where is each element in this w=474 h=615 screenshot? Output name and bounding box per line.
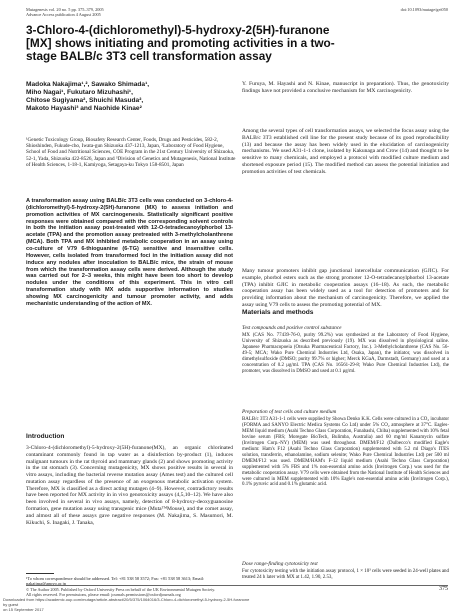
affiliation-text: ¹Genetic Toxicology Group, Biosafety Research Center, Foods, Drugs and Pesticides, 582-2, Shioshinden, Fukude-cho, Iwata-gun Shizuoka 437-1213, Japan, ²Laboratory of Food Hygiene, School of Food and Nutritional Sciences, COE Program in the 21st Century University of Shizuoka, 52-1, Yada, Shizuoka 422-8526, Japan and ³Division of Genetics and Mutagenesis, National Institute of Health Sciences, 1-18-1, Kamiyoga, Setagaya-ku Tokyo 158-8501, Japan: [26, 137, 236, 168]
author-line: Madoka Nakajima¹,², Sawako Shimada¹,: [26, 81, 150, 88]
abstract: A transformation assay using BALB/c 3T3 cells was conducted on 3-chloro-4-(dichloromethyl)-5-hydroxy-2(5H)-furanone (MX) to assess initiation and promotion activities of MX carcinogenesis. Statistically significant positive responses were obtained compared with the corresponding solvent controls in both the initiation assay post-treated with 12-O-tetradecanoylphorbol 13-acetate (TPA) and the promotion assay pretreated with 3-methylcholanthrene (MCA). Both TPA and MX inhibited metabolic cooperation in an assay using co-culture of V79 6-thioguanine (6-TG) sensitive and insensitive cells. However, cells isolated from transformed foci in the initiation assay did not induce any nodules after inoculation to BALB/c mice, the strain of mouse from which the transformation assay cells were derived. Although the study was carried out for 2–3 weeks, this might have been too short to develop nodules under the conditions of this experiment. This in vitro cell transformation study with MX adds supportive information to studies showing MX carcinogenicity and tumour promoter activity, and adds mechanistic understanding of the action of MX.: [26, 198, 233, 307]
affiliations: [26, 137, 236, 169]
journal-line: Mutagenesis vol. 20 no. 5 pp. 375–379, 2005: [26, 7, 104, 12]
advance-access-line: Advance Access publication 4 August 2005: [26, 12, 101, 18]
right-paragraph-1: Y. Furuya, M. Hayashi and N. Kinae, manuscript in preparation). Thus, the genotoxicity findings have not provided a conclusive mechanism for MX carcinogenicity.: [242, 81, 449, 94]
cytotoxicity-text: For cytotoxicity testing with the initiation assay protocol, 1 × 10³ cells were seeded in 24-well plates and treated 24 h later with MX at 1.42, 1.90, 2.53,: [242, 569, 449, 580]
watermark-line: on 15 September 2017: [3, 606, 44, 612]
permissions-line: All rights reserved. For permissions, please email: journals.permissions@oxfordjournals.org: [26, 592, 181, 598]
test-compounds-text: MX (CAS No. 77439-76-0, purity 99.2%) was synthesized at the Laboratory of Food Hygiene, University of Shizuoka as described previously (19). MX was dissolved in physiological saline. Japanese Pharmacopoeia (Otsuka Pharmaceutical Factory, Inc.). 3-Methylcholanthrene (CAS No. 56-49-5; MCA; Wako Pure Chemical Industries Ltd, Osaka, Japan), the initiator, was dissolved in dimethylsulfoxide (DMSO; purity 99.7% or higher; Merck KGaA, Darmstadt, Germany) and used at a concentration of 0.2 μg/ml. TPA (CAS No. 16561-29-8; Wako Pure Chemical Industries Ltd), the promoter, was dissolved in DMSO and used at 0.1 μg/ml.: [242, 333, 449, 374]
materials-methods-heading: Materials and methods: [242, 309, 314, 316]
footnote-rule: [26, 573, 54, 574]
subheading-cell-preparation: Preparation of test cells and culture medium: [242, 409, 337, 415]
subheading-test-compounds: Test compounds and positive control substance: [242, 325, 342, 331]
watermark-line: Downloaded from https://academic.oup.com/mutage/article-abstract/20/5/375/1064016/3-Chloro-4-dichloromethyl-5-hydroxy-2-5H-furanone: [3, 597, 250, 602]
author-line: Makoto Hayashi³ and Naohide Kinae²: [26, 105, 142, 113]
running-header: [26, 7, 104, 17]
page-number: 375: [439, 586, 448, 592]
introduction-heading: Introduction: [26, 433, 65, 440]
download-watermark: [3, 598, 249, 612]
footer-rule: [26, 585, 448, 586]
author-line: Chitose Sugiyama², Shuichi Masuda²,: [26, 97, 144, 105]
copyright-footer: [26, 587, 386, 597]
correspondence-footnote: ¹To whom correspondence should be addressed. Tel: +81 538 58 3572; Fax: +81 538 58 3613; Email: nakajima@anpyo.or.jp: [26, 576, 205, 587]
cell-preparation-text: BALB/c 3T3 A31-1-1 cells were supplied by Showa Denko K.K. Cells were cultured in a CO₂ incubator (FORMA and SANYO Electric Medica Systems Co Ltd) under 5% CO₂ atmosphere at 37°C. Eagles-MEM liquid medium (Asahi Techno Glass Corporation, Funabashi, Chiba) supplemented with 10% fetal bovine serum (FBS; Moregate BioTech, Bulimba, Australia) and 60 mg/ml Kanamycin sulfate (Invitrogen Corp.-NY) (MEM) was used throughout. DMEM/F12 (Dulbecco's modified Eagle's medium: Ham's F12 (Asahi Techno Glass Corporation) supplemented with 5.2 ml Diago's ITES solution, transferrin, ethanolamine, sodium selenite; Wako Pure Chemical Industries Ltd) per 500 ml DMEM/F12 was used. DMEM/HAM's F-12 liquid medium (Asahi Techno Glass Corporation) supplemented with 5% FBS and 1% non-essential amino acids (Invitrogen Corp.) was used for the metabolic cooperation assay. V79 cells were obtained from the National Institute of Health Sciences and were cultured in MEM supplemented with 10% Eagle's non-essential amino acids (Invitrogen Corp.), 0.1% pyruvic acid and 0.1% glutamic acid.: [242, 417, 449, 488]
introduction-body: 3-Chloro-4-(dichloromethyl)-5-hydroxy-2(5H)-furanone(MX), an organic chlorinated contaminant commonly found in tap water as a disinfection by-product (1), induces malignant tumours in the rat thyroid and mammary glands (2) and shows promoting activity in the rat stomach (3). Concerning mutagenicity, MX shows positive results in several in vitro assays, including the bacterial reverse mutation assay (Ames test) and the cultured cell mutation assay regardless of the presence of an exogenous metabolic activation system. Therefore, MX is classified as a direct acting mutagen (4–9). However, contradictory results have been reported for MX activity in in vivo genotoxicity assays (4,5,10–12). We have also been involved in several in vivo assays, namely, detection of 8-hydroxy-deoxyguanosine formation, gene mutation assay using transgenic mice (Muta™Mouse), and the comet assay, and almost all of these assays gave negative responses (M. Nakajima, S. Masumori, M. Kikuchi, S. Inagaki, J. Tanaka,: [26, 445, 233, 526]
author-list: [26, 81, 236, 113]
subheading-cytotoxicity: Dose range-finding cytotoxicity test: [242, 561, 318, 567]
watermark-line: by guest: [3, 601, 19, 607]
copyright-line: © The Author 2005. Published by Oxford University Press on behalf of the UK Environmental Mutagen Society.: [26, 587, 216, 592]
doi: doi:10.1093/mutage/gei050: [400, 7, 448, 12]
article-title: 3-Chloro-4-(dichloromethyl)-5-hydroxy-2(5H)-furanone [MX] shows initiating and promoting activities in a two-stage BALB/c 3T3 cell transformation assay: [26, 23, 335, 64]
right-paragraph-2: Among the several types of cell transformation assays, we selected the focus assay using the BALB/c 3T3 established cell line for the present study because of its good reproducibility (13) and because the assay has been widely used in the elucidation of carcinogenicity mechanisms. We used A31-1-1 clone, isolated by Kakunaga and Crow (14) and thought to be sensitive to many chemicals, and employed a protocol with modified culture medium and shortened exposure period (15). The modified method can assess the potential initiation and promotion activities of test chemicals.: [242, 128, 449, 175]
author-line: Miho Nagai¹, Fukutaro Mizuhashi¹,: [26, 89, 133, 97]
right-paragraph-3: Many tumour promoters inhibit gap junctional intercellular communication (GJIC). For example, phorbol esters such as the strong promoter 12-O-tetradecanoylphorbol 13-acetate (TPA) inhibit GJIC in metabolic cooperation assays (16–18). As such, the metabolic cooperation assay has been widely used as a tool for detection of promoters and for providing information about the mechanism of carcinogenicity. Therefore, we applied the assay using V79 cells to assess the promoting potential of MX.: [242, 268, 449, 308]
